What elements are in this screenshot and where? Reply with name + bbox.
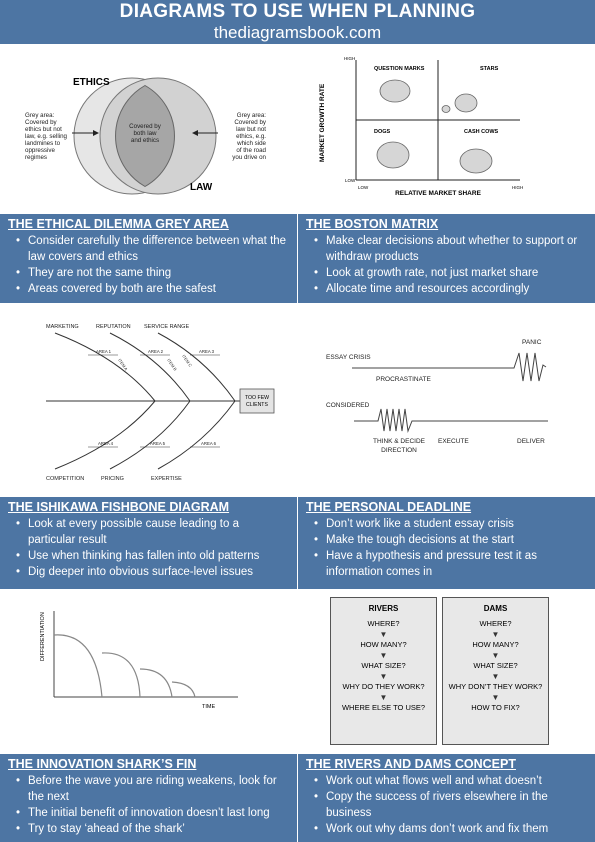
arrow-down-icon: ▼: [491, 672, 500, 681]
boston-bullets: [306, 233, 587, 297]
list-item: • Don’t work like a student essay crisis: [306, 516, 587, 532]
shark-heading: THE INNOVATION SHARK’S FIN: [8, 757, 197, 771]
arrow-down-icon: ▼: [379, 693, 388, 702]
rivers-step: WHERE ELSE TO USE?: [341, 703, 426, 712]
dams-step: WHY DON’T THEY WORK?: [448, 682, 543, 691]
arrow-down-icon: ▼: [379, 672, 388, 681]
area-bottom: AREA 4: [98, 441, 114, 446]
page-header: [0, 0, 595, 44]
grey-right-line: of the road: [236, 147, 266, 154]
considered-label: CONSIDERED: [326, 402, 370, 409]
shark-fin-svg: [0, 589, 297, 754]
dams-step: WHAT SIZE?: [473, 661, 518, 670]
deadline-svg: [298, 303, 595, 497]
execute-label: EXECUTE: [438, 438, 469, 445]
cause-top: SERVICE RANGE: [144, 324, 190, 330]
small-bubble: [442, 106, 450, 113]
cash-cows-bubble: [460, 149, 492, 173]
item-label: ITEM B: [166, 357, 178, 372]
list-item: • Work out what flows well and what doesn’t: [306, 773, 587, 789]
fishbone-svg: [0, 303, 297, 497]
grey-right-line: you drive on: [232, 154, 266, 161]
shark-diagram: [0, 589, 297, 754]
head-line: TOO FEW: [244, 395, 270, 401]
fishbone-diagram: [0, 303, 297, 497]
page-title: DIAGRAMS TO USE WHEN PLANNING: [119, 1, 476, 22]
center-line: Covered by: [129, 123, 161, 130]
head-line: CLIENTS: [246, 402, 268, 408]
item-label: ITEM C: [181, 353, 194, 368]
ethics-text-panel: [0, 214, 297, 303]
list-item: • Before the wave you are riding weakens, look for the next: [8, 773, 289, 805]
arrow-down-icon: ▼: [379, 630, 388, 639]
deadline-diagram: [298, 303, 595, 497]
site-url: thediagramsbook.com: [213, 23, 382, 42]
law-label: LAW: [190, 182, 213, 193]
dams-box: [442, 597, 549, 745]
ethics-bullets: [8, 233, 289, 297]
list-item: • Try to stay ‘ahead of the shark’: [8, 821, 289, 837]
arrow-down-icon: ▼: [379, 651, 388, 660]
rivers-dams-diagram: [298, 589, 595, 754]
shark-fin-curves: [54, 635, 195, 697]
dogs-bubble: [377, 142, 409, 168]
list-item: • Work out why dams don’t work and fix them: [306, 821, 587, 837]
list-item: • Areas covered by both are the safest: [8, 281, 289, 297]
center-line: both law: [133, 130, 157, 137]
area-bottom: AREA 5: [150, 441, 166, 446]
area-top: AREA 1: [96, 349, 112, 354]
list-item: • Dig deeper into obvious surface-level issues: [8, 564, 289, 580]
item-label: ITEM A: [117, 357, 129, 372]
dogs-label: DOGS: [374, 129, 391, 135]
list-item: • Have a hypothesis and pressure test it as information comes in: [306, 548, 587, 580]
grey-left-line: landmines to: [25, 140, 61, 147]
list-item: • Copy the success of rivers elsewhere in the business: [306, 789, 587, 821]
y-high-label: HIGH: [344, 56, 356, 61]
y-axis-label: DIFFERENTIATION: [40, 612, 46, 661]
rivers-heading: THE RIVERS AND DAMS CONCEPT: [306, 757, 516, 771]
ethics-label: ETHICS: [73, 77, 110, 88]
grey-left-line: Grey area:: [25, 112, 55, 119]
shark-text-panel: [0, 754, 297, 842]
x-high-label: HIGH: [512, 185, 524, 190]
grey-right-line: which side: [237, 140, 266, 147]
cause-bottom: COMPETITION: [46, 476, 85, 482]
y-low-label: LOW: [345, 178, 356, 183]
fishbone-bullets: [8, 516, 289, 580]
think-decide-line: DIRECTION: [381, 447, 417, 454]
deadline-heading: THE PERSONAL DEADLINE: [306, 500, 472, 514]
grey-right-line: Grey area:: [236, 112, 266, 119]
list-item: • Consider carefully the difference between what the law covers and ethics: [8, 233, 289, 265]
area-bottom: AREA 6: [201, 441, 217, 446]
rivers-step: WHY DO THEY WORK?: [342, 682, 425, 691]
boston-text-panel: [298, 214, 595, 303]
grey-left-line: ethics but not: [25, 126, 62, 133]
shark-bullets: [8, 773, 289, 837]
y-axis-label: MARKET GROWTH RATE: [319, 83, 326, 162]
rivers-box: [330, 597, 437, 745]
panic-label: PANIC: [522, 339, 542, 346]
dams-step: HOW MANY?: [472, 640, 519, 649]
arrow-down-icon: ▼: [491, 693, 500, 702]
think-decide-line: THINK & DECIDE: [372, 438, 426, 445]
grey-left-line: Covered by: [25, 119, 57, 126]
x-low-label: LOW: [358, 185, 369, 190]
list-item: • Make the tough decisions at the start: [306, 532, 587, 548]
dams-step: WHERE?: [479, 619, 512, 628]
grey-right-line: ethics, e.g.: [236, 133, 266, 140]
area-top: AREA 2: [148, 349, 164, 354]
boston-heading: THE BOSTON MATRIX: [306, 217, 439, 231]
arrow-down-icon: ▼: [491, 651, 500, 660]
list-item: • Look at growth rate, not just market share: [306, 265, 587, 281]
stars-label: STARS: [480, 66, 499, 72]
fishbone-text-panel: [0, 497, 297, 589]
arrow-down-icon: ▼: [491, 630, 500, 639]
list-item: • Make clear decisions about whether to support or withdraw products: [306, 233, 587, 265]
deadline-text-panel: [298, 497, 595, 589]
grey-right-line: law but not: [236, 126, 266, 133]
fishbone-heading: THE ISHIKAWA FISHBONE DIAGRAM: [8, 500, 230, 514]
cause-top: MARKETING: [46, 324, 79, 330]
essay-crisis-label: ESSAY CRISIS: [326, 354, 371, 361]
cash-cows-label: CASH COWS: [464, 129, 499, 135]
x-axis-label: RELATIVE MARKET SHARE: [395, 190, 481, 197]
procrastinate-label: PROCRASTINATE: [376, 376, 431, 383]
boston-matrix: [298, 44, 595, 214]
ethics-diagram: [0, 44, 297, 214]
dams-title: DAMS: [483, 604, 508, 613]
grey-left-line: regimes: [25, 154, 48, 161]
list-item: • They are not the same thing: [8, 265, 289, 281]
dams-step: HOW TO FIX?: [471, 703, 520, 712]
question-marks-label: QUESTION MARKS: [374, 66, 425, 72]
center-line: and ethics: [130, 137, 160, 144]
rivers-title: RIVERS: [368, 604, 399, 613]
cause-top: REPUTATION: [96, 324, 131, 330]
deadline-bullets: [306, 516, 587, 580]
ethics-venn: [0, 44, 297, 214]
rivers-text-panel: [298, 754, 595, 842]
list-item: • Use when thinking has fallen into old patterns: [8, 548, 289, 564]
rivers-step: HOW MANY?: [360, 640, 407, 649]
area-top: AREA 3: [199, 349, 215, 354]
x-axis-label: TIME: [202, 704, 216, 710]
grey-left-line: law, e.g. selling: [25, 133, 67, 140]
rivers-step: WHERE?: [367, 619, 400, 628]
grey-left-line: oppressive: [25, 147, 55, 154]
question-marks-bubble: [380, 80, 410, 102]
boston-diagram: [298, 44, 595, 214]
rivers-bullets: [306, 773, 587, 837]
cause-bottom: PRICING: [101, 476, 124, 482]
list-item: • The initial benefit of innovation doesn’t last long: [8, 805, 289, 821]
stars-bubble: [455, 94, 477, 112]
ethics-heading: THE ETHICAL DILEMMA GREY AREA: [8, 217, 229, 231]
deliver-label: DELIVER: [517, 438, 545, 445]
cause-bottom: EXPERTISE: [151, 476, 182, 482]
list-item: • Allocate time and resources accordingly: [306, 281, 587, 297]
grey-right-line: Covered by: [234, 119, 266, 126]
list-item: • Look at every possible cause leading to a particular result: [8, 516, 289, 548]
rivers-step: WHAT SIZE?: [361, 661, 406, 670]
